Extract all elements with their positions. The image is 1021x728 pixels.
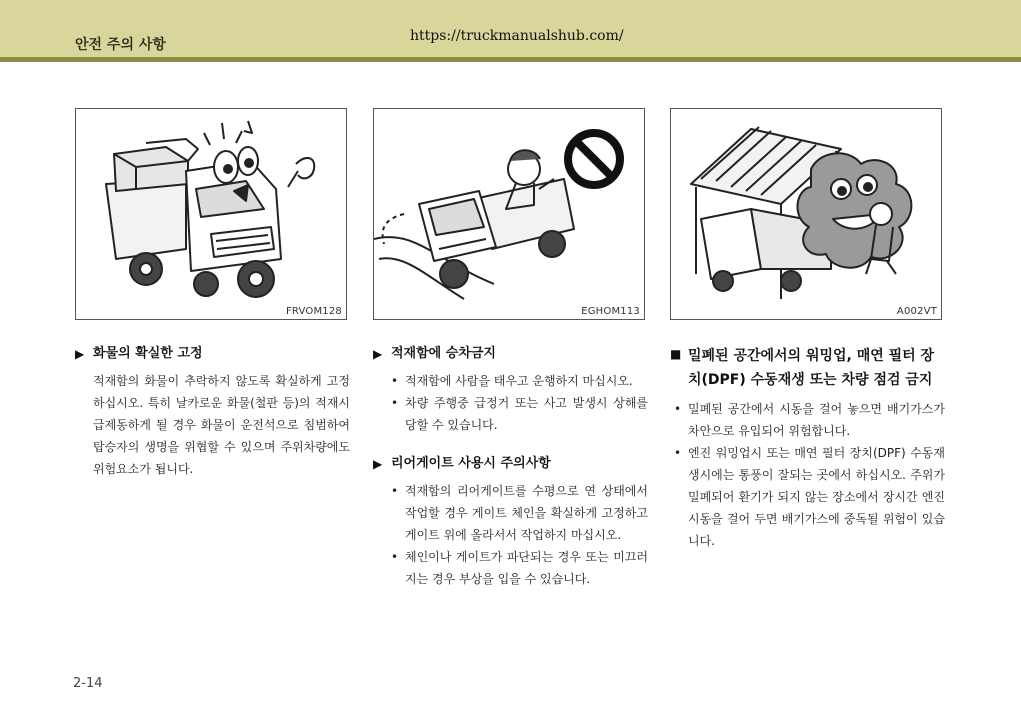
bullet-list — [373, 370, 648, 436]
list-item: • 적재함에 사람을 태우고 운행하지 마십시오. — [391, 370, 648, 392]
garage-exhaust-illustration — [671, 109, 943, 319]
section-heading — [373, 344, 648, 364]
illustration-code: A002VT — [896, 306, 937, 317]
section-enclosed — [670, 344, 945, 552]
list-item: • 체인이나 게이트가 파단되는 경우 또는 미끄러지는 경우 부상을 입을 수 있습니다. — [391, 546, 648, 590]
list-item: • 엔진 워밍업시 또는 매연 필터 장치(DPF) 수동재생시에는 통풍이 잘되는 곳에서 하십시오. 주위가 밀폐되어 환기가 되지 않는 장소에서 장시간 엔진 시동을 걸어 두면 배기가스에 중독될 위험이 있습니다. — [674, 442, 945, 552]
triangle-marker-icon: ▶ — [373, 347, 383, 361]
truck-cargo-illustration — [76, 109, 346, 319]
list-item: • 차량 주행중 급정거 또는 사고 발생시 상해를 당할 수 있습니다. — [391, 392, 648, 436]
section-heading — [75, 344, 350, 364]
heading-text: 리어게이트 사용시 주의사항 — [391, 456, 551, 471]
triangle-marker-icon: ▶ — [75, 347, 85, 361]
illustration-panel-cargo — [75, 108, 347, 320]
list-item: • 적재함의 리어게이트를 수평으로 연 상태에서 작업할 경우 게이트 체인을 확실하게 고정하고 게이트 위에 올라서서 작업하지 마십시오. — [391, 480, 648, 546]
heading-text: 적재함에 승차금지 — [391, 346, 496, 361]
paragraph: 적재함의 화물이 추락하지 않도록 확실하게 고정하십시오. 특히 날카로운 화물(철판 등)의 적재시 급제동하게 될 경우 화물이 운전석으로 침범하여 탑승자의 생명을 위협할 수 있으며 주위차량에도 위험요소가 됩니다. — [93, 374, 350, 476]
square-marker-icon: ■ — [670, 347, 682, 361]
page-number: 2-14 — [73, 676, 103, 691]
bullet-list — [670, 398, 945, 552]
illustration-code: FRVOM128 — [285, 306, 342, 317]
triangle-marker-icon: ▶ — [373, 457, 383, 471]
heading-text: 밀폐된 공간에서의 워밍업, 매연 필터 장치(DPF) 수동재생 또는 차량 점검 금지 — [688, 348, 935, 388]
illustration-code: EGHOM113 — [581, 306, 640, 317]
heading-text: 화물의 확실한 고정 — [93, 346, 203, 361]
source-url[interactable]: https://truckmanualshub.com/ — [410, 28, 624, 44]
section-heading — [670, 344, 945, 392]
section-title: 안전 주의 사항 — [75, 37, 166, 53]
header-rule — [0, 57, 1021, 62]
section-heading-liftgate — [373, 454, 648, 474]
section-cargo — [75, 344, 350, 480]
bullet-list — [373, 480, 648, 590]
list-item: • 밀폐된 공간에서 시동을 걸어 놓으면 배기가스가 차안으로 유입되어 위험합니다. — [674, 398, 945, 442]
no-passenger-illustration — [374, 109, 644, 319]
prohibition-icon — [568, 133, 620, 185]
illustration-panel-passengers — [373, 108, 645, 320]
section-passengers — [373, 344, 648, 590]
illustration-panel-enclosed — [670, 108, 942, 320]
